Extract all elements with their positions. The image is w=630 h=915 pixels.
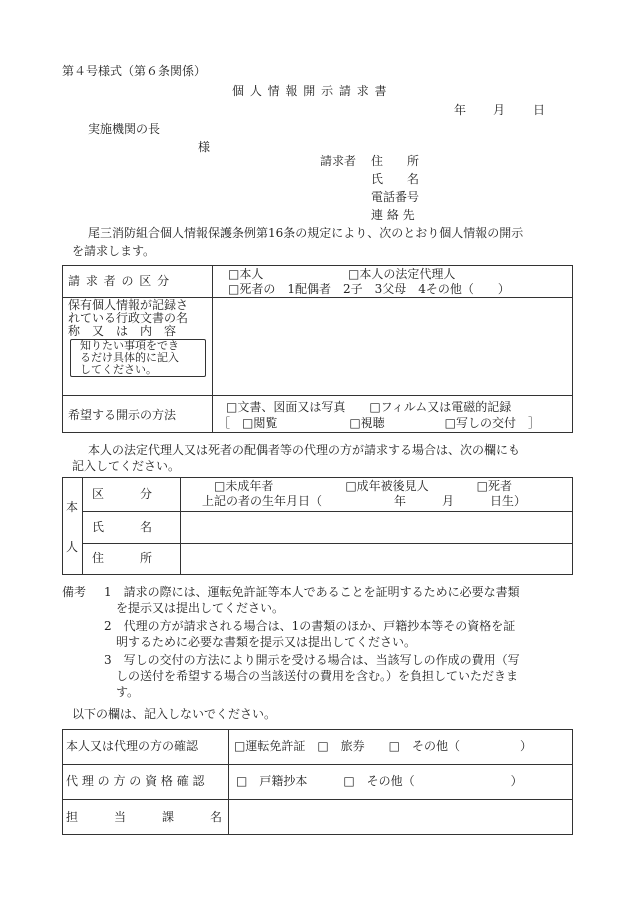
requester-address-label: 住 所 xyxy=(371,154,420,168)
person-status-checkboxes[interactable]: □未成年者 □成年被後見人 □死者 xyxy=(214,479,513,493)
method-options-line-2[interactable]: ［ □閲覧 □視聴 □写しの交付 ］ xyxy=(218,416,541,430)
agent-note-line-2: 記入してください。 xyxy=(72,459,181,473)
category-self-checkbox[interactable]: □本人 xyxy=(228,267,264,281)
office-use-note: 以下の欄は、記入しないでください。 xyxy=(72,707,277,721)
remark-2-line-1: 2 代理の方が請求される場合は、1の書類のほか、戸籍抄本等その資格を証 xyxy=(104,619,516,633)
department-field[interactable] xyxy=(230,801,571,833)
remark-2-line-2: 明するために必要な書類を提示又は提出してください。 xyxy=(116,635,417,649)
doc-label-line-3: 称 又 は 内 容 xyxy=(68,324,177,338)
person-side-label-2: 人 xyxy=(66,540,79,554)
person-birthdate-line: 上記の者の生年月日（ 年 月 日生） xyxy=(202,494,527,508)
qualification-check-options[interactable]: □ 戸籍抄本 □ その他（ ） xyxy=(236,774,523,788)
remark-1-line-2: を提示又は提出してください。 xyxy=(116,601,285,615)
department-label: 担 当 課 名 xyxy=(66,810,223,824)
remarks-label: 備考 xyxy=(62,585,87,599)
kubun-label: 区 分 xyxy=(92,487,153,501)
identity-check-label: 本人又は代理の方の確認 xyxy=(66,739,199,753)
form-number: 第４号様式（第６条関係） xyxy=(62,64,207,78)
person-name-field[interactable] xyxy=(182,513,571,541)
requester-phone-label: 電話番号 xyxy=(371,190,420,204)
remark-3-line-2: しの送付を希望する場合の当該送付の費用を含む。）を負担していただきま xyxy=(116,669,519,683)
requester-label: 請求者 xyxy=(320,154,357,168)
requester-contact-label: 連 絡 先 xyxy=(371,208,415,222)
intro-line-1: 尾三消防組合個人情報保護条例第16条の規定により、次のとおり個人情報の開示 xyxy=(88,226,524,240)
date-year: 年 xyxy=(454,103,467,117)
requester-name-label: 氏 名 xyxy=(371,172,420,186)
document-title: 個 人 情 報 開 示 請 求 書 xyxy=(232,84,388,98)
remark-3-line-1: 3 写しの交付の方法により開示を受ける場合は、当該写しの作成の費用（写 xyxy=(104,653,520,667)
remark-1-line-1: 1 請求の際には、運転免許証等本人であることを証明するために必要な書類 xyxy=(104,585,520,599)
doc-hint-line-3: してください。 xyxy=(80,363,157,376)
person-name-label: 氏 名 xyxy=(92,520,153,534)
doc-label-line-2: れている行政文書の名 xyxy=(68,311,189,325)
disclosure-method-label: 希望する開示の方法 xyxy=(68,408,177,422)
remark-3-line-3: す。 xyxy=(116,685,140,699)
person-address-label: 住 所 xyxy=(92,551,153,565)
doc-hint-line-1: 知りたい事項をでき xyxy=(80,339,179,352)
honorific: 様 xyxy=(198,140,211,154)
identity-check-options[interactable]: □運転免許証 □ 旅券 □ その他（ ） xyxy=(234,739,533,753)
category-deceased-checkbox[interactable]: □死者の 1配偶者 2子 3父母 4その他（ ） xyxy=(228,282,510,296)
person-address-field[interactable] xyxy=(182,545,571,573)
doc-hint-line-2: るだけ具体的に記入 xyxy=(80,351,179,364)
addressee: 実施機関の長 xyxy=(88,122,161,136)
person-side-label-1: 本 xyxy=(66,500,79,514)
agent-note-line-1: 本人の法定代理人又は死者の配偶者等の代理の方が請求する場合は、次の欄にも xyxy=(88,443,521,457)
category-legal-rep-checkbox[interactable]: □本人の法定代理人 xyxy=(348,267,456,281)
date-month: 月 xyxy=(493,103,506,117)
intro-line-2: を請求します。 xyxy=(72,244,156,258)
qualification-check-label: 代 理 の 方 の 資 格 確 認 xyxy=(66,774,205,788)
method-options-line-1[interactable]: □文書、図面又は写真 □フィルム又は電磁的記録 xyxy=(226,400,512,414)
document-content-field[interactable] xyxy=(214,299,571,393)
date-day: 日 xyxy=(533,103,546,117)
requester-category-label: 請 求 者 の 区 分 xyxy=(68,274,171,288)
doc-label-line-1: 保有個人情報が記録さ xyxy=(68,298,189,312)
